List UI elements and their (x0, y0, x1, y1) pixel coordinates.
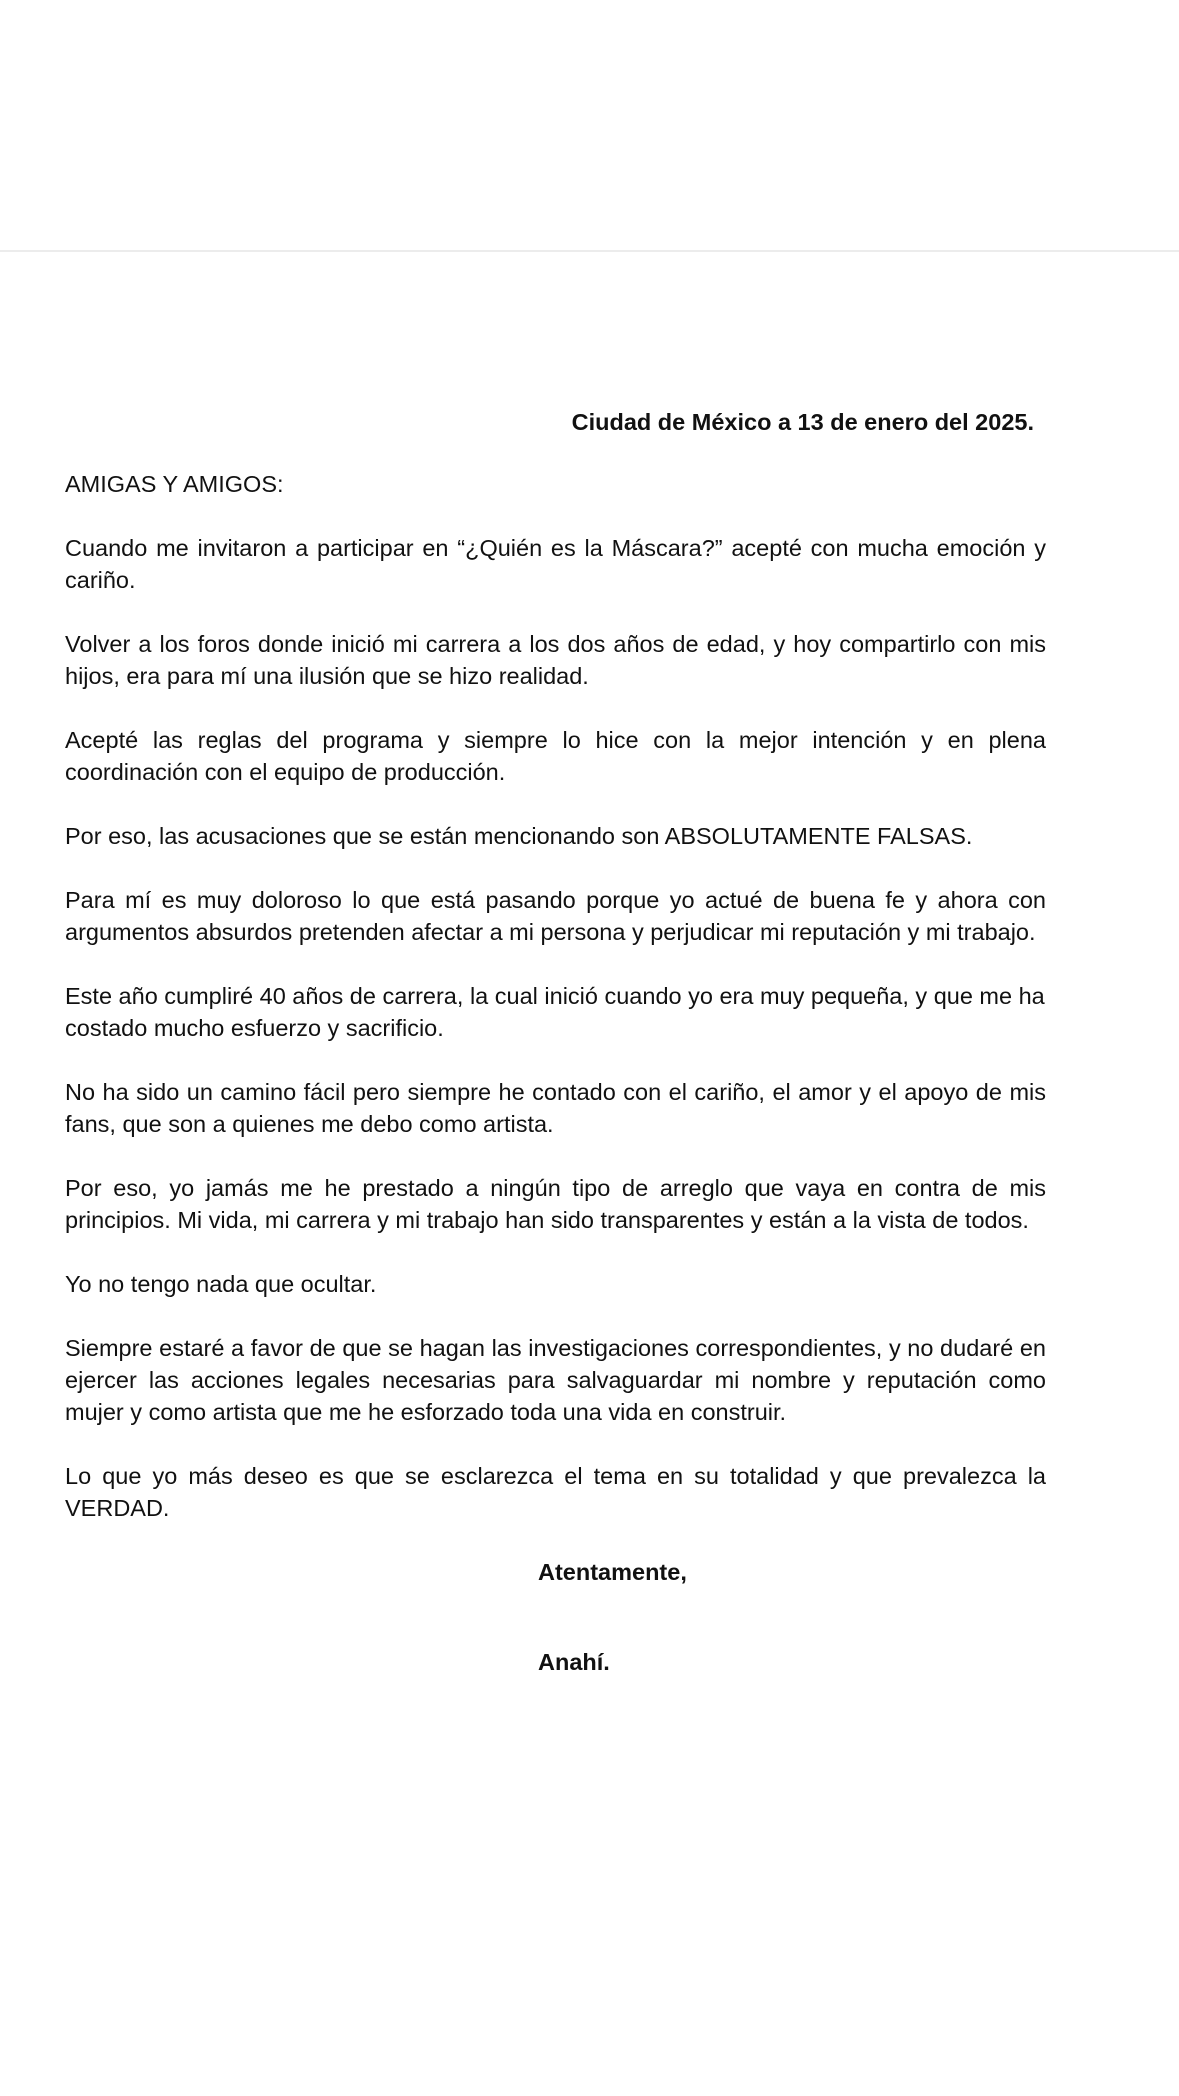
greeting: AMIGAS Y AMIGOS: (65, 471, 284, 497)
paragraph-nothing-to-hide: Yo no tengo nada que ocultar. (65, 1271, 377, 1297)
paragraph-rules: Acepté las reglas del programa y siempre lo hice con la mejor intención y en plena coordinación con el equipo de producción. (65, 727, 1046, 785)
letter-body (65, 400, 1046, 1678)
paragraph-investigations: Siempre estaré a favor de que se hagan las investigaciones correspondientes, y no dudaré en ejercer las acciones legales necesarias para salvaguardar mi nombre y reputación como mujer y como artista que me he esforzado toda una vida en construir. (65, 1335, 1046, 1425)
paragraph-painful: Para mí es muy doloroso lo que está pasando porque yo actué de buena fe y ahora con argumentos absurdos pretenden afectar a mi persona y perjudicar mi reputación y mi trabajo. (65, 887, 1046, 945)
closing: Atentamente, (538, 1559, 687, 1585)
signature: Anahí. (538, 1649, 610, 1675)
paragraph-invitation: Cuando me invitaron a participar en “¿Quién es la Máscara?” acepté con mucha emoción y cariño. (65, 535, 1046, 593)
paragraph-career-years: Este año cumpliré 40 años de carrera, la cual inició cuando yo era muy pequeña, y que me ha costado mucho esfuerzo y sacrificio. (65, 983, 1045, 1041)
paragraph-fans: No ha sido un camino fácil pero siempre he contado con el cariño, el amor y el apoyo de mis fans, que son a quienes me debo como artista. (65, 1079, 1046, 1137)
paragraph-accusations-false: Por eso, las acusaciones que se están mencionando son ABSOLUTAMENTE FALSAS. (65, 823, 973, 849)
paragraph-return-to-studios: Volver a los foros donde inició mi carrera a los dos años de edad, y hoy compartirlo con mis hijos, era para mí una ilusión que se hizo realidad. (65, 631, 1046, 689)
paragraph-principles: Por eso, yo jamás me he prestado a ningún tipo de arreglo que vaya en contra de mis principios. Mi vida, mi carrera y mi trabajo han sido transparentes y están a la vista de todos. (65, 1175, 1046, 1233)
page-divider (0, 250, 1179, 252)
top-blank-area (0, 0, 1179, 250)
paragraph-truth: Lo que yo más deseo es que se esclarezca el tema en su totalidad y que prevalezca la VERDAD. (65, 1463, 1046, 1521)
date-line: Ciudad de México a 13 de enero del 2025. (571, 409, 1034, 435)
